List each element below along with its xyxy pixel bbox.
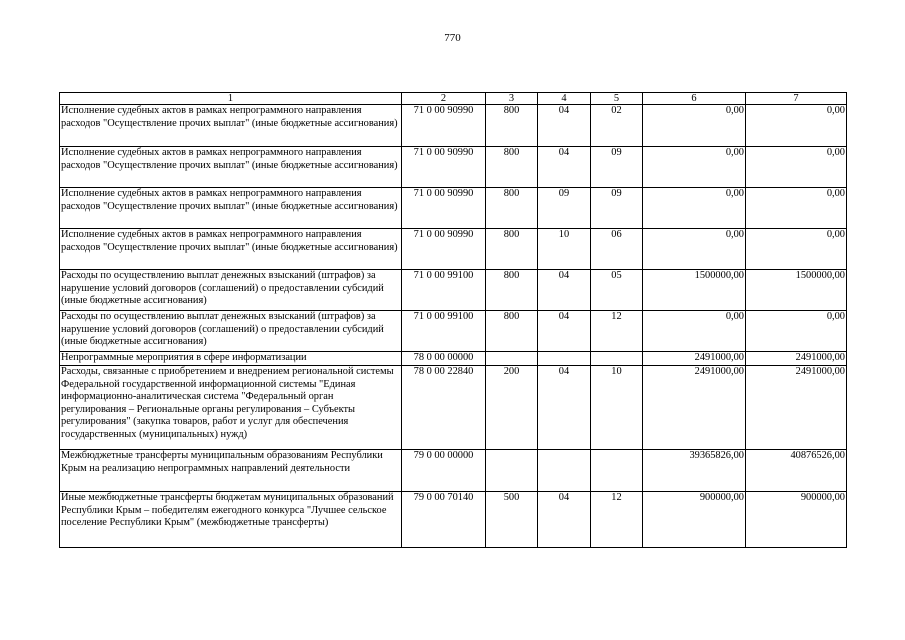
table-row	[60, 188, 847, 229]
target-article-code: 71 0 00 99100	[402, 270, 486, 311]
section-code: 10	[538, 229, 591, 270]
amount-year-2: 0,00	[746, 311, 847, 352]
amount-year-2: 900000,00	[746, 492, 847, 548]
row-description: Непрограммные мероприятия в сфере информатизации	[60, 352, 402, 366]
amount-year-1: 0,00	[643, 229, 746, 270]
expense-type-code: 800	[486, 105, 538, 147]
budget-table	[59, 92, 847, 548]
header-cell-6: 6	[643, 93, 746, 105]
amount-year-2: 2491000,00	[746, 352, 847, 366]
amount-year-2: 0,00	[746, 147, 847, 188]
subsection-code: 10	[591, 366, 643, 450]
target-article-code: 71 0 00 99100	[402, 311, 486, 352]
subsection-code: 12	[591, 311, 643, 352]
subsection-code: 05	[591, 270, 643, 311]
section-code: 04	[538, 105, 591, 147]
section-code: 04	[538, 492, 591, 548]
header-cell-5: 5	[591, 93, 643, 105]
header-cell-3: 3	[486, 93, 538, 105]
header-cell-2: 2	[402, 93, 486, 105]
table-row	[60, 105, 847, 147]
table-row	[60, 366, 847, 450]
target-article-code: 71 0 00 90990	[402, 147, 486, 188]
target-article-code: 71 0 00 90990	[402, 229, 486, 270]
expense-type-code	[486, 352, 538, 366]
amount-year-1: 0,00	[643, 188, 746, 229]
page-number: 770	[444, 32, 461, 44]
expense-type-code: 800	[486, 147, 538, 188]
section-code: 04	[538, 147, 591, 188]
row-description: Исполнение судебных актов в рамках непрограммного направления расходов "Осуществление прочих выплат" (иные бюджетные ассигнования)	[60, 105, 402, 147]
subsection-code: 12	[591, 492, 643, 548]
amount-year-2: 40876526,00	[746, 450, 847, 492]
header-cell-1: 1	[60, 93, 402, 105]
target-article-code: 79 0 00 00000	[402, 450, 486, 492]
table-row	[60, 229, 847, 270]
target-article-code: 71 0 00 90990	[402, 188, 486, 229]
table-row	[60, 311, 847, 352]
amount-year-2: 0,00	[746, 188, 847, 229]
row-description: Исполнение судебных актов в рамках непрограммного направления расходов "Осуществление прочих выплат" (иные бюджетные ассигнования)	[60, 229, 402, 270]
expense-type-code: 800	[486, 311, 538, 352]
table-row	[60, 352, 847, 366]
row-description: Расходы по осуществлению выплат денежных взысканий (штрафов) за нарушение условий договоров (соглашений) о предоставлении субсидий (иные бюджетные ассигнования)	[60, 270, 402, 311]
section-code: 04	[538, 311, 591, 352]
amount-year-1: 900000,00	[643, 492, 746, 548]
row-description: Исполнение судебных актов в рамках непрограммного направления расходов "Осуществление прочих выплат" (иные бюджетные ассигнования)	[60, 188, 402, 229]
header-cell-4: 4	[538, 93, 591, 105]
amount-year-1: 1500000,00	[643, 270, 746, 311]
amount-year-2: 2491000,00	[746, 366, 847, 450]
expense-type-code: 800	[486, 229, 538, 270]
expense-type-code: 200	[486, 366, 538, 450]
header-row	[60, 93, 847, 105]
amount-year-2: 0,00	[746, 229, 847, 270]
table-row	[60, 147, 847, 188]
row-description: Межбюджетные трансферты муниципальным образованиям Республики Крым на реализацию непрограммных направлений деятельности	[60, 450, 402, 492]
subsection-code	[591, 352, 643, 366]
table-row	[60, 270, 847, 311]
subsection-code	[591, 450, 643, 492]
expense-type-code: 800	[486, 270, 538, 311]
subsection-code: 09	[591, 147, 643, 188]
amount-year-1: 0,00	[643, 105, 746, 147]
target-article-code: 78 0 00 22840	[402, 366, 486, 450]
subsection-code: 09	[591, 188, 643, 229]
amount-year-1: 2491000,00	[643, 366, 746, 450]
amount-year-1: 0,00	[643, 147, 746, 188]
target-article-code: 78 0 00 00000	[402, 352, 486, 366]
amount-year-1: 0,00	[643, 311, 746, 352]
amount-year-2: 1500000,00	[746, 270, 847, 311]
subsection-code: 02	[591, 105, 643, 147]
section-code: 04	[538, 270, 591, 311]
row-description: Расходы, связанные с приобретением и внедрением региональной системы Федеральной государственной информационной системы "Единая информационно-аналитическая система "Федеральный орган регулирования – Региональные органы регулирования – Субъекты регулирования" (закупка товаров, работ и услуг для обеспечения государственных (муниципальных) нужд)	[60, 366, 402, 450]
section-code: 04	[538, 366, 591, 450]
target-article-code: 71 0 00 90990	[402, 105, 486, 147]
row-description: Иные межбюджетные трансферты бюджетам муниципальных образований Республики Крым – победителям ежегодного конкурса "Лучшее сельское поселение Республики Крым" (межбюджетные трансферты)	[60, 492, 402, 548]
expense-type-code: 500	[486, 492, 538, 548]
row-description: Исполнение судебных актов в рамках непрограммного направления расходов "Осуществление прочих выплат" (иные бюджетные ассигнования)	[60, 147, 402, 188]
table-row	[60, 492, 847, 548]
row-description: Расходы по осуществлению выплат денежных взысканий (штрафов) за нарушение условий договоров (соглашений) о предоставлении субсидий (иные бюджетные ассигнования)	[60, 311, 402, 352]
amount-year-1: 39365826,00	[643, 450, 746, 492]
expense-type-code	[486, 450, 538, 492]
amount-year-1: 2491000,00	[643, 352, 746, 366]
section-code: 09	[538, 188, 591, 229]
table-row	[60, 450, 847, 492]
section-code	[538, 450, 591, 492]
subsection-code: 06	[591, 229, 643, 270]
target-article-code: 79 0 00 70140	[402, 492, 486, 548]
amount-year-2: 0,00	[746, 105, 847, 147]
header-cell-7: 7	[746, 93, 847, 105]
expense-type-code: 800	[486, 188, 538, 229]
section-code	[538, 352, 591, 366]
